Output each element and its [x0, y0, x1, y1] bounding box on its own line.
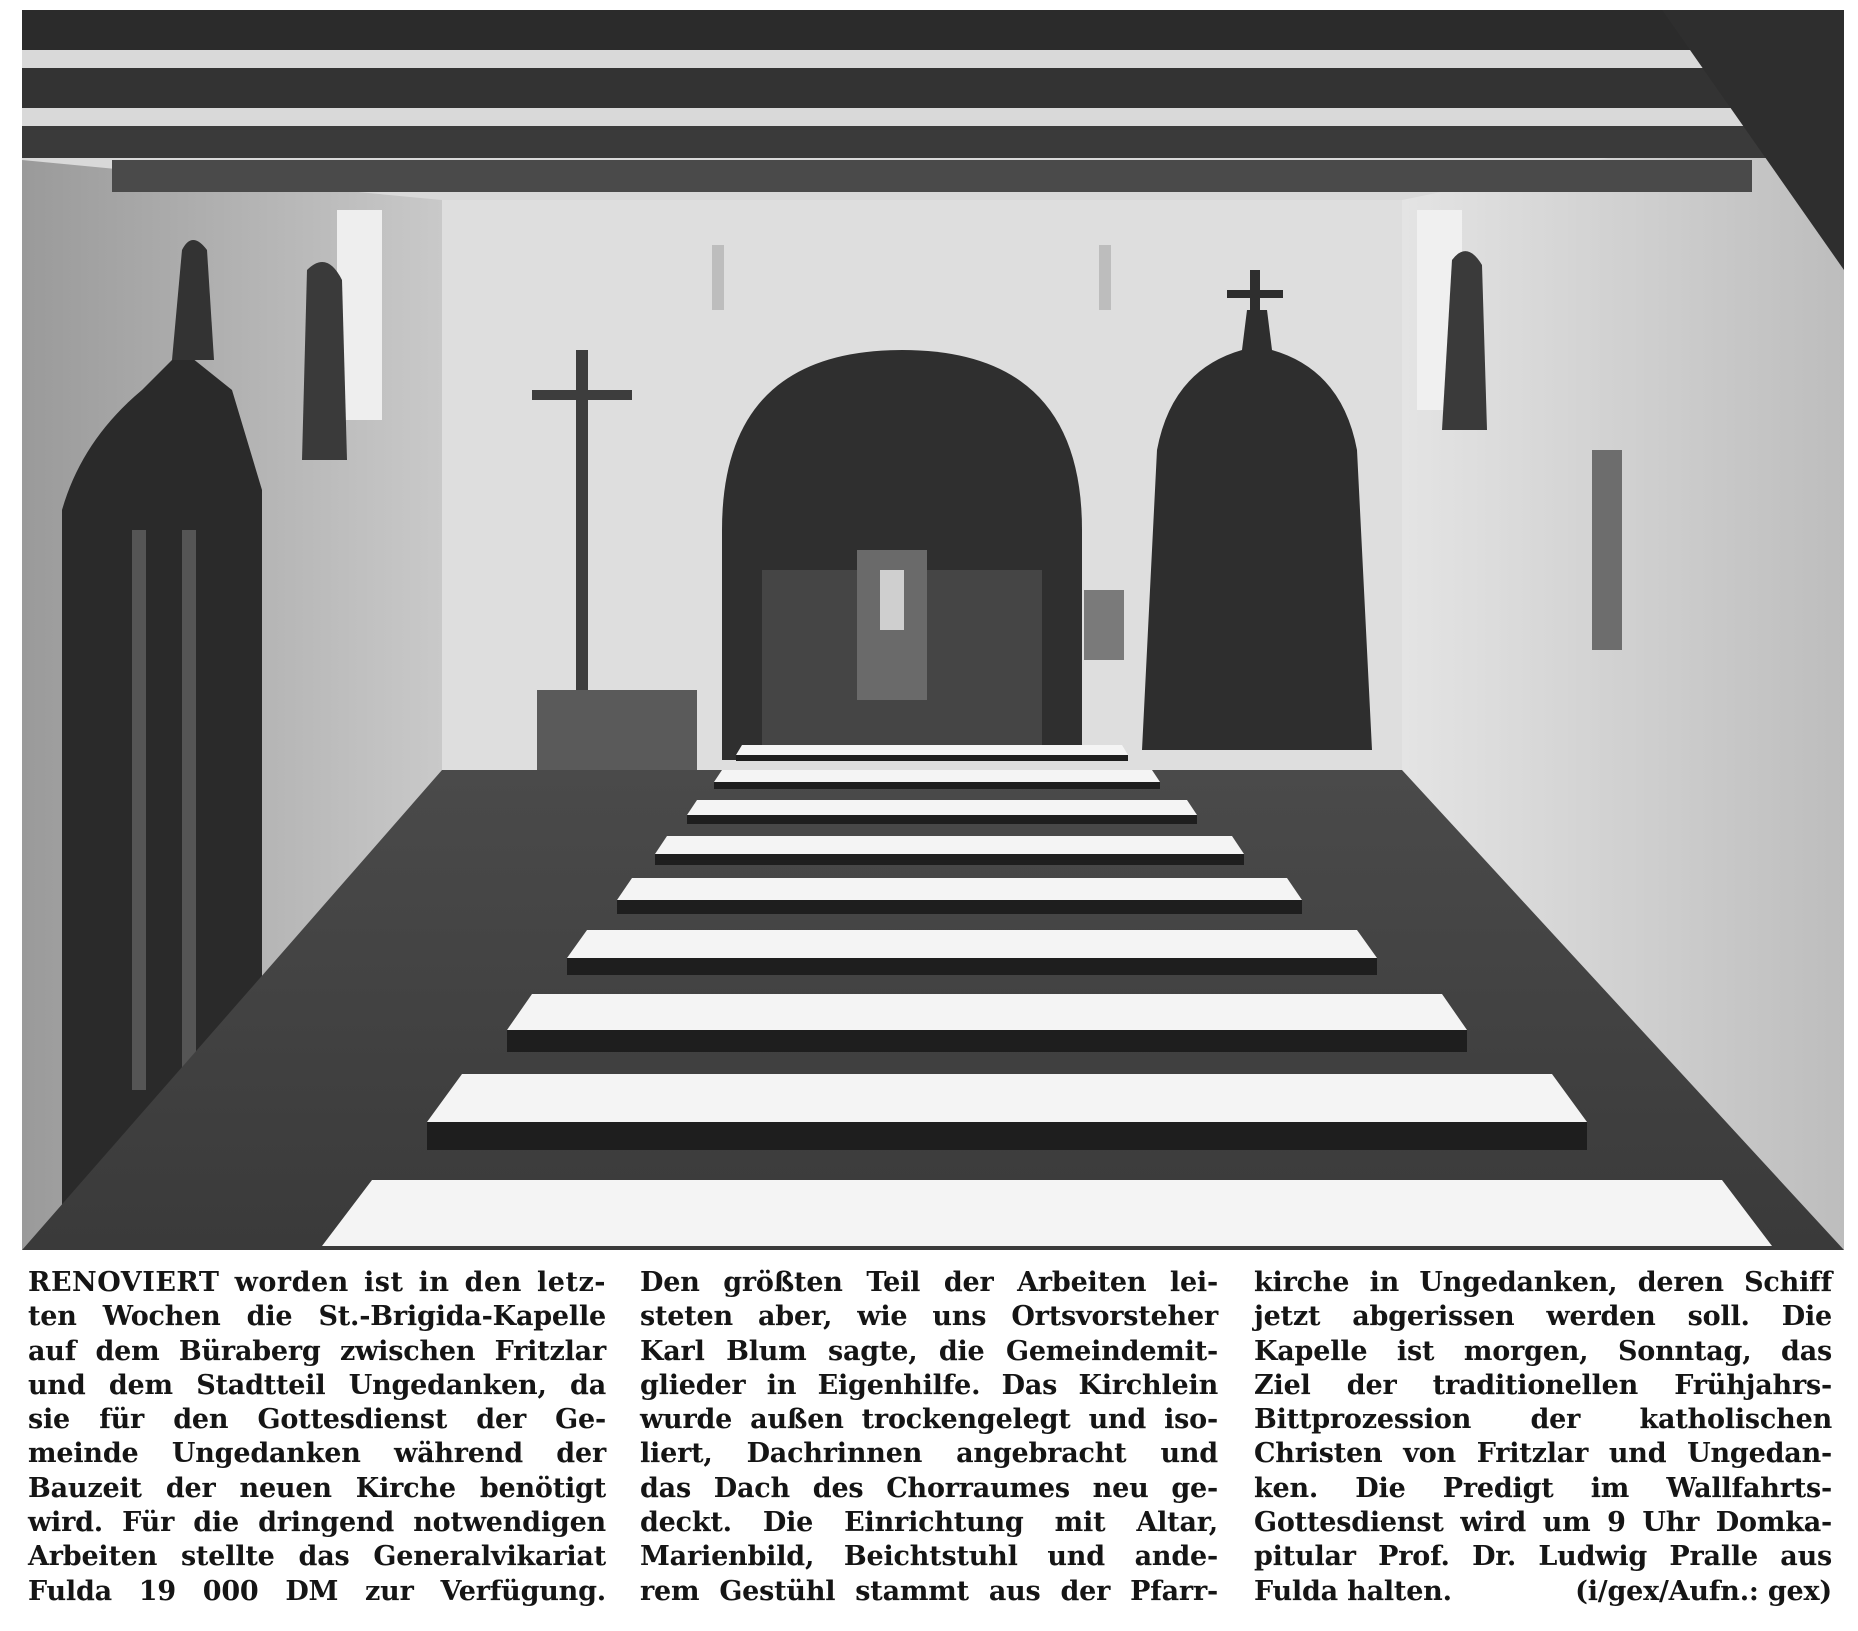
- caption-line: Ziel der traditionellen Frühjahrs-: [1254, 1369, 1832, 1401]
- photo-caption: [22, 1266, 1844, 1626]
- caption-line: ken. Die Predigt im Wallfahrts-: [1254, 1472, 1832, 1504]
- caption-line: das Dach des Chorraumes neu ge-: [640, 1472, 1218, 1504]
- caption-line: ten Wochen die St.-Brigida-Kapelle: [28, 1301, 606, 1333]
- caption-line: RENOVIERT worden ist in den letz-: [28, 1267, 606, 1298]
- caption-line: Bauzeit der neuen Kirche benötigt: [28, 1472, 606, 1504]
- caption-line: und dem Stadtteil Ungedanken, da: [28, 1369, 606, 1401]
- caption-line: deckt. Die Einrichtung mit Altar,: [640, 1507, 1218, 1539]
- caption-line: meinde Ungedanken während der: [28, 1438, 606, 1470]
- caption-line: kirche in Ungedanken, deren Schiff: [1254, 1267, 1832, 1298]
- caption-line: jetzt abgerissen werden soll. Die: [1254, 1301, 1832, 1333]
- caption-line: liert, Dachrinnen angebracht und: [640, 1438, 1218, 1470]
- caption-line: pitular Prof. Dr. Ludwig Pralle aus: [1254, 1541, 1832, 1573]
- caption-line: Karl Blum sagte, die Gemeindemit-: [640, 1335, 1218, 1367]
- caption-line: Marienbild, Beichtstuhl und ande-: [640, 1541, 1218, 1573]
- caption-column-2: [640, 1266, 1218, 1626]
- caption-line: rem Gestühl stammt aus der Pfarr-: [640, 1575, 1218, 1607]
- photo-credit: (i/gex/Aufn.: gex): [1575, 1575, 1832, 1607]
- caption-line: sie für den Gottesdienst der Ge-: [28, 1404, 606, 1436]
- caption-line: auf dem Büraberg zwischen Fritzlar: [28, 1335, 606, 1367]
- caption-line: Arbeiten stellte das Generalvikariat: [28, 1541, 606, 1573]
- church-interior-photo: [22, 10, 1844, 1250]
- caption-line: Fulda 19 000 DM zur Verfügung.: [28, 1575, 606, 1607]
- caption-line: Christen von Fritzlar und Ungedan-: [1254, 1438, 1832, 1470]
- caption-column-3: [1254, 1266, 1832, 1626]
- caption-line: Kapelle ist morgen, Sonntag, das: [1254, 1335, 1832, 1367]
- caption-final-line: [1254, 1575, 1832, 1609]
- caption-column-1: [28, 1266, 606, 1626]
- caption-line: wird. Für die dringend notwendigen: [28, 1507, 606, 1539]
- caption-line: Fulda halten.: [1254, 1575, 1452, 1607]
- caption-line: glieder in Eigenhilfe. Das Kirchlein: [640, 1369, 1218, 1401]
- caption-line: Bittprozession der katholischen: [1254, 1404, 1832, 1436]
- caption-line: Gottesdienst wird um 9 Uhr Domka-: [1254, 1507, 1832, 1539]
- caption-line: wurde außen trockengelegt und iso-: [640, 1404, 1218, 1436]
- caption-line: Den größten Teil der Arbeiten lei-: [640, 1267, 1218, 1298]
- caption-line: steten aber, wie uns Ortsvorsteher: [640, 1301, 1218, 1333]
